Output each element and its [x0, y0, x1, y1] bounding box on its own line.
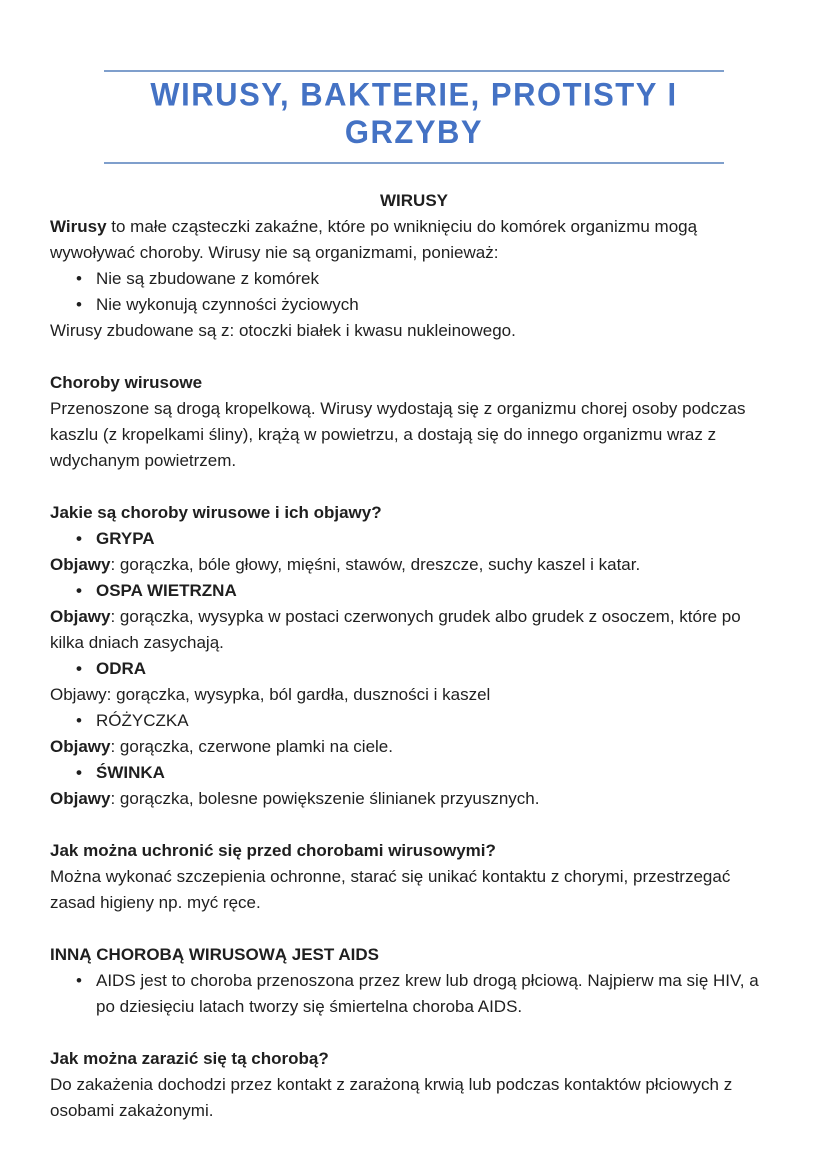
bullet-text: Nie wykonują czynności życiowych	[96, 295, 359, 314]
paragraph: Przenoszone są drogą kropelkową. Wirusy wydostają się z organizmu chorej osoby podczas kaszlu (z kropelkami śliny), krążą w powietrzu, a dostają się do innego organizmu wraz z wdychanym powietrzem.	[50, 399, 746, 470]
bullet-dot-icon: •	[76, 763, 82, 782]
document-body	[50, 188, 778, 1124]
paragraph: Można wykonać szczepienia ochronne, starać się unikać kontaktu z chorymi, przestrzegać zasad higieny np. myć ręce.	[50, 867, 731, 912]
paragraph-text: : gorączka, czerwone plamki na ciele.	[110, 737, 393, 756]
paragraph: Do zakażenia dochodzi przez kontakt z zarażoną krwią lub podczas kontaktów płciowych z osobami zakażonymi.	[50, 1075, 733, 1120]
bullet-item	[50, 526, 778, 552]
document-title	[104, 77, 724, 152]
bullet-dot-icon: •	[76, 581, 82, 600]
title-line-2: GRZYBY	[344, 114, 484, 151]
bullet-text: GRYPA	[96, 529, 155, 548]
section-heading: INNĄ CHOROBĄ WIRUSOWĄ JEST AIDS	[50, 945, 379, 964]
section-spacer	[50, 344, 778, 370]
bullet-text: OSPA WIETRZNA	[96, 581, 237, 600]
paragraph: Wirusy zbudowane są z: otoczki białek i kwasu nukleinowego.	[50, 321, 516, 340]
paragraph-bold-lead: Objawy	[50, 607, 111, 626]
bullet-dot-icon: •	[76, 529, 82, 548]
paragraph-bold-lead: Objawy	[50, 789, 111, 808]
section-heading: Jakie są choroby wirusowe i ich objawy?	[50, 503, 382, 522]
paragraph-text: : gorączka, bolesne powiększenie ślinianek przyusznych.	[110, 789, 540, 808]
paragraph-text: : gorączka, wysypka w postaci czerwonych grudek albo grudek z osoczem, które po kilka dniach zasychają.	[50, 607, 741, 652]
bullet-item	[50, 292, 778, 318]
bullet-dot-icon: •	[76, 659, 82, 678]
bullet-text: Nie są zbudowane z komórek	[96, 269, 320, 288]
title-line-1: WIRUSY, BAKTERIE, PROTISTY I	[150, 76, 678, 113]
section-heading: Jak można uchronić się przed chorobami wirusowymi?	[50, 841, 496, 860]
bullet-text: ODRA	[96, 659, 147, 678]
bullet-dot-icon: •	[76, 711, 82, 730]
section-heading: Jak można zarazić się tą chorobą?	[50, 1049, 329, 1068]
bullet-item	[50, 656, 778, 682]
paragraph	[50, 604, 778, 656]
paragraph-bold-lead: Objawy	[50, 555, 111, 574]
bullet-dot-icon: •	[76, 269, 82, 288]
paragraph: Objawy: gorączka, wysypka, ból gardła, duszności i kaszel	[50, 685, 491, 704]
bullet-item	[50, 266, 778, 292]
bullet-item	[50, 760, 778, 786]
paragraph-text: : gorączka, bóle głowy, mięśni, stawów, dreszcze, suchy kaszel i katar.	[110, 555, 641, 574]
bullet-text: AIDS jest to choroba przenoszona przez krew lub drogą płciową. Najpierw ma się HIV, a po dziesięciu latach tworzy się śmiertelna choroba AIDS.	[96, 971, 759, 1016]
section-heading: Choroby wirusowe	[50, 373, 203, 392]
section-spacer	[50, 1020, 778, 1046]
section-spacer	[50, 474, 778, 500]
document-title-block	[104, 70, 724, 164]
paragraph-bold-lead: Objawy	[50, 737, 111, 756]
paragraph-text: to małe cząsteczki zakaźne, które po wniknięciu do komórek organizmu mogą wywoływać choroby. Wirusy nie są organizmami, ponieważ:	[50, 217, 698, 262]
section-heading: WIRUSY	[380, 191, 448, 210]
bullet-text: ŚWINKA	[96, 763, 165, 782]
paragraph	[50, 552, 778, 578]
paragraph	[50, 214, 778, 266]
bullet-dot-icon: •	[76, 295, 82, 314]
section-spacer	[50, 812, 778, 838]
bullet-item	[50, 968, 778, 1020]
section-spacer	[50, 916, 778, 942]
paragraph	[50, 786, 778, 812]
bullet-item	[50, 578, 778, 604]
paragraph	[50, 734, 778, 760]
bullet-dot-icon: •	[76, 971, 82, 990]
bullet-text: RÓŻYCZKA	[96, 711, 189, 730]
paragraph-bold-lead: Wirusy	[50, 217, 107, 236]
bullet-item	[50, 708, 778, 734]
